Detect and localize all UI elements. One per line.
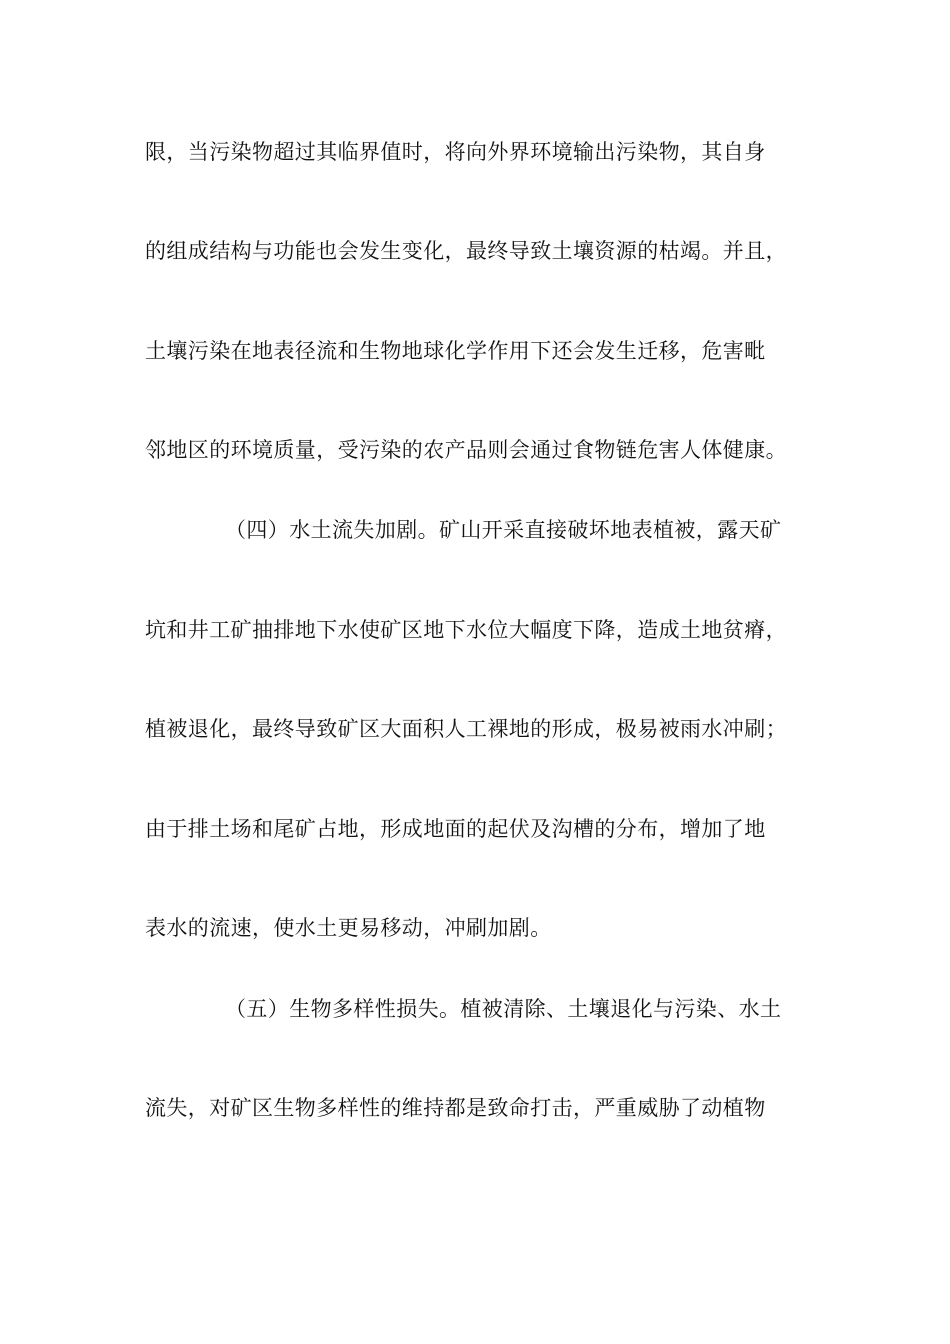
text-line: 表水的流速，使水土更易移动，冲刷加剧。 — [145, 916, 552, 940]
text-line: 限，当污染物超过其临界值时，将向外界环境输出污染物，其自身 — [145, 140, 766, 164]
section-heading-line: （四）水土流失加剧。矿山开采直接破坏地表植被，露天矿 — [225, 518, 782, 542]
text-line: 土壤污染在地表径流和生物地球化学作用下还会发生迁移，危害毗 — [145, 339, 766, 363]
text-line: 的组成结构与功能也会发生变化，最终导致土壤资源的枯竭。并且， — [145, 239, 787, 263]
text-line: 由于排土场和尾矿占地，形成地面的起伏及沟槽的分布，增加了地 — [145, 817, 766, 841]
section-heading-line: （五）生物多样性损失。植被清除、土壤退化与污染、水土 — [225, 997, 782, 1021]
text-line: 流失，对矿区生物多样性的维持都是致命打击，严重威胁了动植物 — [145, 1096, 766, 1120]
text-line: 邻地区的环境质量，受污染的农产品则会通过食物链危害人体健康。 — [145, 438, 787, 462]
text-line: 植被退化，最终导致矿区大面积人工裸地的形成，极易被雨水冲刷； — [145, 717, 787, 741]
text-line: 坑和井工矿抽排地下水使矿区地下水位大幅度下降，造成土地贫瘠， — [145, 618, 787, 642]
